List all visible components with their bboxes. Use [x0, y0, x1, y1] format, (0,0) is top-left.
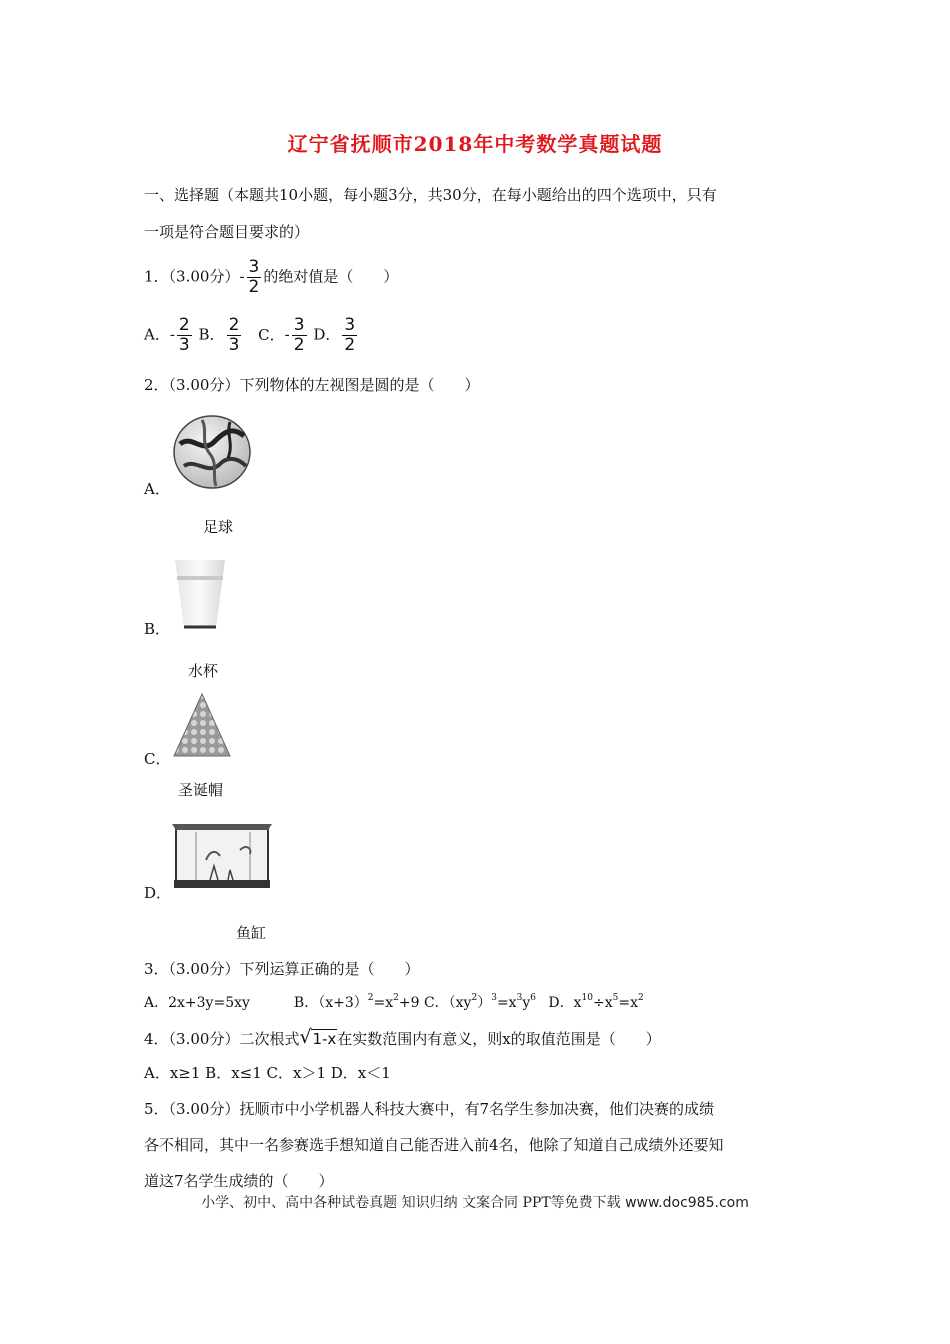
- minus-sign: -: [239, 267, 245, 286]
- option-b-caption: 水杯: [188, 662, 219, 680]
- option-c-label: C．: [258, 325, 285, 344]
- fraction: [247, 258, 262, 297]
- question-1-suffix: 的绝对值是（ ）: [263, 267, 399, 286]
- option-c: C．$(xy^2)^3=x^3y^6$: [423, 993, 536, 1011]
- question-1: [144, 258, 398, 297]
- christmas-hat-image: [172, 692, 232, 760]
- option-d: D．$x^{10}\div x^5=x^2$: [548, 993, 644, 1011]
- option-a-caption: 足球: [203, 518, 234, 536]
- option-a: A．2x+3y=5xy: [144, 995, 250, 1011]
- section-heading-line1: 一、选择题（本题共10小题，每小题3分，共30分，在每小题给出的四个选项中，只有: [144, 186, 717, 204]
- fraction-numerator: 3: [248, 257, 260, 277]
- question-4-suffix: 在实数范围内有意义，则x的取值范围是（ ）: [337, 1030, 661, 1048]
- question-4-options: A．x≥1 B．x≤1 C．x＞1 D．x＜1: [144, 1064, 391, 1082]
- fish-tank-image: [170, 820, 274, 892]
- option-d-label: D．: [313, 325, 341, 344]
- option-b-fraction: $\frac{2}{3}$: [228, 315, 240, 355]
- question-4-prefix: 4．（3.00分）二次根式: [144, 1030, 300, 1048]
- option-c-fraction: $\frac{3}{2}$: [293, 315, 305, 355]
- option-b-label: B．: [198, 325, 225, 344]
- option-a-label: A．: [144, 325, 170, 344]
- option-d-label: D．: [144, 884, 172, 902]
- footer-url[interactable]: www.doc985.com: [625, 1195, 749, 1211]
- option-d-caption: 鱼缸: [236, 924, 267, 942]
- option-b-label: B．: [144, 620, 171, 638]
- question-3-options: [144, 992, 644, 1012]
- option-a-label: A．: [144, 480, 170, 498]
- section-heading-line2: 一项是符合题目要求的）: [144, 223, 310, 241]
- option-c-caption: 圣诞帽: [178, 781, 224, 799]
- option-b: B．$(x+3)^2=x^2+9$: [293, 993, 420, 1011]
- question-5-line3: 道这7名学生成绩的（ ）: [144, 1172, 334, 1190]
- radicand: 1-x: [312, 1030, 337, 1048]
- option-c-label: C．: [144, 750, 171, 768]
- question-4: [144, 1028, 661, 1049]
- question-1-options: A．- $\frac{2}{3}$ B． $\frac{2}{3}$ C．- $\frac{3}{2}$ D． $\frac{3}{2}$: [144, 315, 356, 355]
- question-1-prefix: 1．（3.00分）: [144, 267, 240, 286]
- question-3: 3．（3.00分）下列运算正确的是（ ）: [144, 960, 420, 978]
- question-5-line1: 5．（3.00分）抚顺市中小学机器人科技大赛中，有7名学生参加决赛，他们决赛的成绩: [144, 1100, 714, 1118]
- option-a-fraction: $\frac{2}{3}$: [178, 315, 190, 355]
- soccer-ball-image: [172, 414, 252, 490]
- page-title: 辽宁省抚顺市2018年中考数学真题试题: [287, 132, 663, 156]
- footer: [0, 1192, 950, 1212]
- question-2: 2．（3.00分）下列物体的左视图是圆的是（ ）: [144, 376, 480, 394]
- option-d-fraction: $\frac{3}{2}$: [344, 315, 356, 355]
- water-cup-image: [170, 556, 230, 632]
- square-root: √ 1-x: [299, 1026, 337, 1048]
- fraction-denominator: 2: [248, 277, 260, 297]
- question-5-line2: 各不相同，其中一名参赛选手想知道自己能否进入前4名，他除了知道自己成绩外还要知: [144, 1136, 724, 1154]
- footer-text: 小学、初中、高中各种试卷真题 知识归纳 文案合同 PPT等免费下载: [201, 1195, 621, 1211]
